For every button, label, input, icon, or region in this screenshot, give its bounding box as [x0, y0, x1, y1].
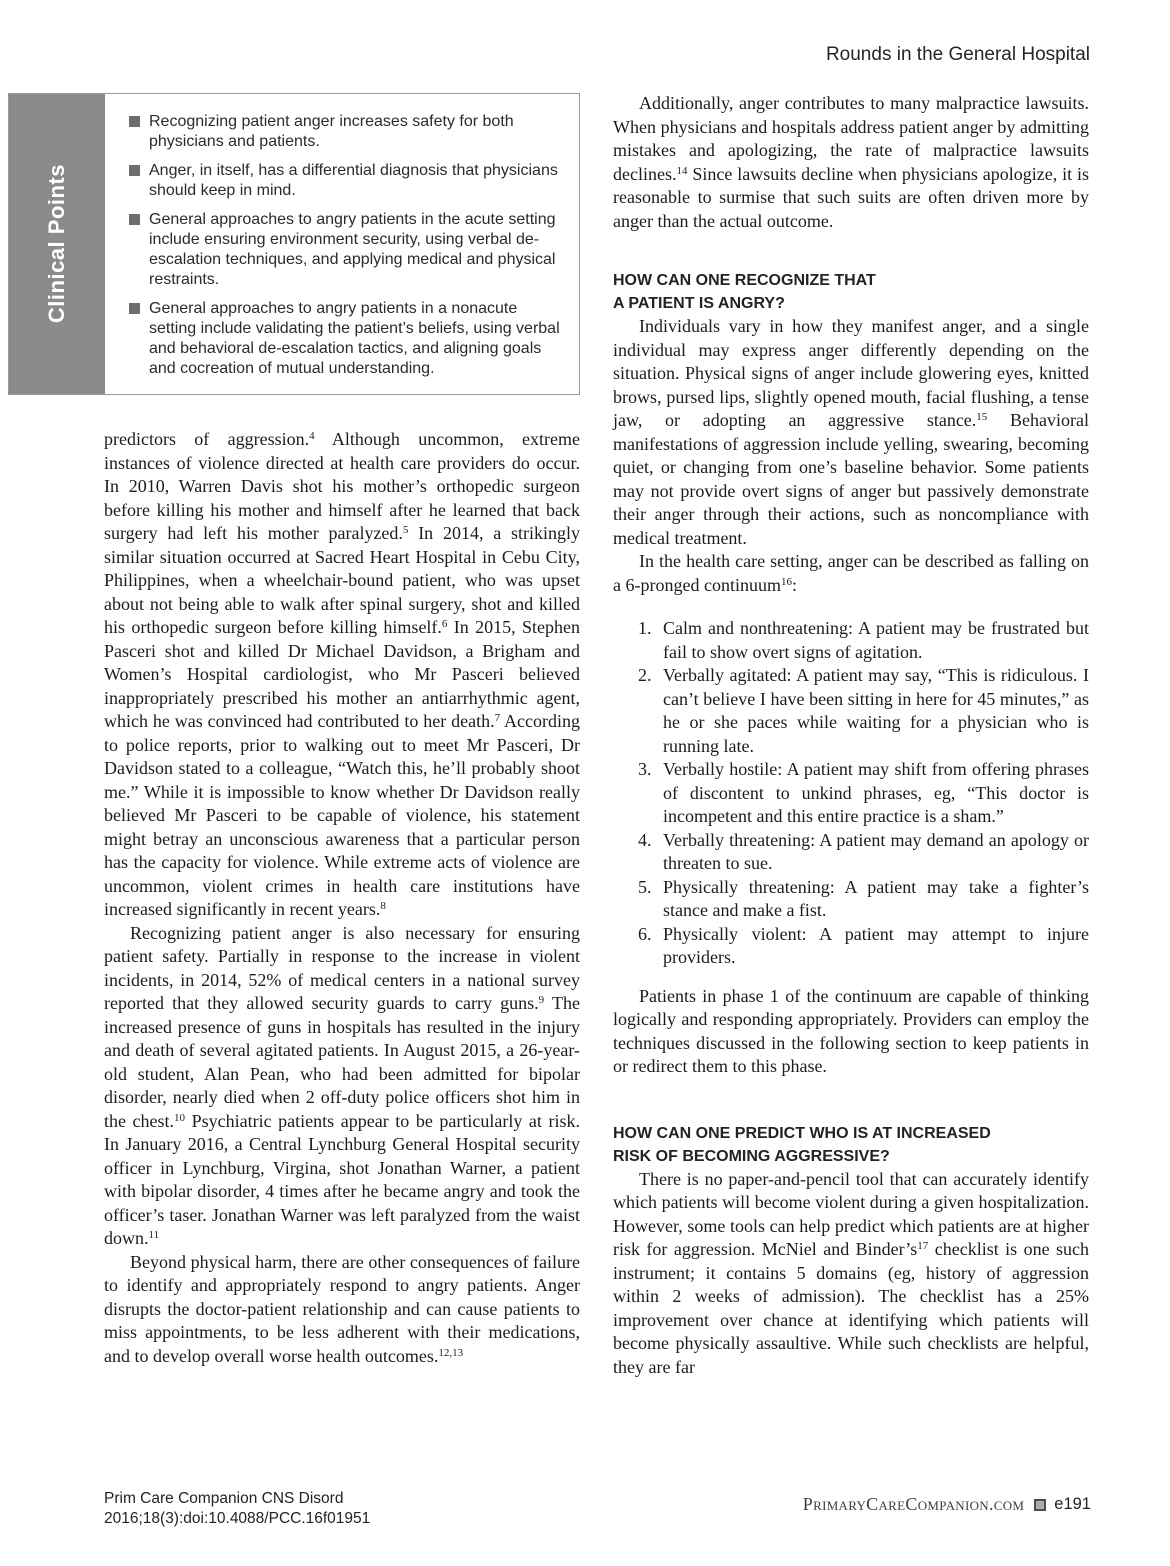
bullet-square-icon [129, 116, 140, 127]
body-paragraph: Beyond physical harm, there are other consequences of failure to identify and appropriately respond to angry patients. Anger disrupts the doctor-patient relationship and can cause patients to miss appointments, to be less adherent with their medications, and to develop overall worse health outcomes.$^{12,13}$ [104, 1251, 580, 1366]
section-heading [613, 269, 1089, 315]
body-paragraph: predictors of aggression.$^4$ Although uncommon, extreme instances of violence directed at health care providers do occur. In 2010, Warren Davis shot his mother’s orthopedic surgeon before killing his mother and himself after he learned that back surgery had left his mother paralyzed.$^5$ In 2014, a strikingly similar situation occurred at Sacred Heart Hospital in Cebu City, Philippines, when a wheelchair-bound patient, who was upset about not being able to walk after spinal surgery, shot and killed his orthopedic surgeon before killing himself.$^6$ In 2015, Stephen Pasceri shot and killed Dr Michael Davidson, a Brigham and Women’s Hospital cardiologist, who Mr Pasceri believed inappropriately prescribed his mother an antiarrhythmic agent, which he was convinced had contributed to her death.$^7$ According to police reports, prior to walking out to meet Mr Pasceri, Dr Davidson stated to a colleague, “Watch this, he’ll probably shoot me.” While it is impossible to know whether Dr Davidson really believed Mr Pasceri to be capable of violence, his statement might betray an unconscious awareness that a particular person has the capacity for violence. While extreme acts of violence are uncommon, violent crimes in health care institutions have increased significantly in recent years.$^8$ [104, 429, 581, 919]
bullet-square-icon [129, 214, 140, 225]
clinical-points-sidebar [9, 94, 105, 394]
section-heading-line: A PATIENT IS ANGRY? [613, 295, 785, 312]
list-item [613, 664, 1089, 758]
section-heading-line: HOW CAN ONE PREDICT WHO IS AT INCREASED [613, 1124, 991, 1142]
list-item-number: 5. [638, 876, 652, 897]
website-text: PrimaryCareCompanion.com [802, 1494, 1025, 1514]
journal-doi: 2016;18(3):doi:10.4088/PCC.16f01951 [104, 1509, 371, 1527]
left-column [104, 428, 580, 1368]
page-number: e191 [1054, 1495, 1091, 1513]
clinical-point-item [117, 112, 565, 152]
list-item-text: Verbally threatening: A patient may demand an apology or threaten to sue. [663, 829, 1089, 873]
bullet-square-icon [129, 165, 140, 176]
list-item-text: Physically threatening: A patient may take a fighter’s stance and make a fist. [663, 876, 1089, 920]
journal-citation [104, 1489, 370, 1528]
journal-name: Prim Care Companion CNS Disord [104, 1490, 344, 1507]
list-item-number: 1. [638, 618, 652, 638]
clinical-point-text: Recognizing patient anger increases safety for both physicians and patients. [149, 113, 514, 150]
clinical-points-box [8, 93, 580, 395]
list-item-number: 4. [638, 829, 652, 850]
clinical-point-text: General approaches to angry patients in the acute setting include ensuring environment security, using verbal de-escalation techniques, and applying medical and physical restraints. [149, 211, 556, 288]
clinical-point-item [117, 210, 565, 290]
clinical-point-item [117, 299, 565, 379]
list-item-number: 2. [638, 665, 652, 685]
footer-right [803, 1494, 1091, 1515]
body-paragraph: Patients in phase 1 of the continuum are capable of thinking logically and responding appropriately. Providers can employ the techniques discussed in the following section to keep patients in or redirect them to this phase. [613, 985, 1089, 1076]
body-paragraph: Recognizing patient anger is also necessary for ensuring patient safety. Partially in response to the increase in violent incidents, in 2014, 52% of medical centers in a national survey reported that they allowed security guards to carry guns.$^9$ The increased presence of guns in hospitals has resulted in the injury and death of several agitated patients. In August 2015, a 26-year-old student, Alan Pean, who had been admitted for bipolar disorder, nearly died when 2 off-duty police officers shot him in the chest.$^{10}$ Psychiatric patients appear to be particularly at risk. In January 2016, a Central Lynchburg General Hospital security officer in Lynchburg, Virgina, shot Jonathan Warner, a patient with bipolar disorder, 4 times after he became angry and took the officer’s taser. Jonathan Warner was left paralyzed from the waist down.$^{11}$ [104, 922, 580, 1248]
right-column [613, 92, 1089, 1379]
list-item [613, 829, 1089, 876]
page-marker-icon [1034, 1499, 1046, 1511]
clinical-point-text: Anger, in itself, has a differential diagnosis that physicians should keep in mind. [149, 162, 558, 199]
body-paragraph: Individuals vary in how they manifest anger, and a single individual may express anger differently depending on the situation. Physical signs of anger include glowering eyes, knitted brows, pursed lips, slightly opened mouth, facial flushing, a tense jaw, or adopting an aggressive stance.$^{15}$ Behavioral manifestations of aggression include yelling, swearing, becoming quiet, or changing from one’s baseline behavior. Some patients may not provide overt signs of anger but passively demonstrate their anger through their actions, such as noncompliance with medical treatment. [613, 316, 1089, 548]
list-item-text: Physically violent: A patient may attempt to injure providers. [663, 923, 1089, 967]
list-item [613, 617, 1089, 664]
body-paragraph: In the health care setting, anger can be described as falling on a 6-pronged continuum$^{16}$: [613, 551, 1089, 595]
clinical-point-item [117, 161, 565, 201]
section-heading [613, 1122, 1089, 1168]
list-item-text: Verbally hostile: A patient may shift from offering phrases of discontent to unkind phrases, eg, “This doctor is incompetent and this entire practice is a sham.” [663, 759, 1089, 826]
list-item-number: 3. [638, 759, 652, 779]
section-heading-line: RISK OF BECOMING AGGRESSIVE? [613, 1147, 890, 1165]
clinical-point-text: General approaches to angry patients in a nonacute setting include validating the patient’s beliefs, using verbal and behavioral de-escalation tactics, and aligning goals and cocreation of mutual understanding. [149, 300, 560, 377]
list-item [613, 876, 1089, 923]
clinical-points-label: Clinical Points [44, 164, 69, 324]
list-item-text: Verbally agitated: A patient may say, “This is ridiculous. I can’t believe I have been sitting in here for 45 minutes,” as he or she paces while waiting for a physician who is running late. [663, 665, 1089, 756]
list-item [613, 923, 1089, 970]
list-item [613, 758, 1089, 829]
clinical-points-content [105, 94, 579, 394]
body-paragraph: Additionally, anger contributes to many malpractice lawsuits. When physicians and hospitals address patient anger by admitting mistakes and apologizing, the rate of malpractice lawsuits declines.$^{14}$ Since lawsuits decline when physicians apologize, it is reasonable to surmise that such suits are often driven more by anger than the actual outcome. [613, 93, 1089, 231]
body-paragraph: There is no paper-and-pencil tool that can accurately identify which patients will become violent during a given hospitalization. However, some tools can help predict which patients are at higher risk for aggression. McNiel and $Binder’s^{17}$ checklist is one such instrument; it contains 5 domains (eg, history of aggression within 2 weeks of admission). The checklist has a 25% improvement over chance at identifying which patients will become physically assaultive. While such checklists are helpful, they are far [613, 1168, 1090, 1377]
section-heading-line: HOW CAN ONE RECOGNIZE THAT [613, 272, 876, 289]
list-item-number: 6. [638, 923, 652, 944]
running-header: Rounds in the General Hospital [825, 44, 1090, 65]
continuum-list [613, 617, 1089, 970]
bullet-square-icon [129, 303, 140, 314]
list-item-text: Calm and nonthreatening: A patient may be frustrated but fail to show overt signs of agitation. [663, 618, 1089, 662]
